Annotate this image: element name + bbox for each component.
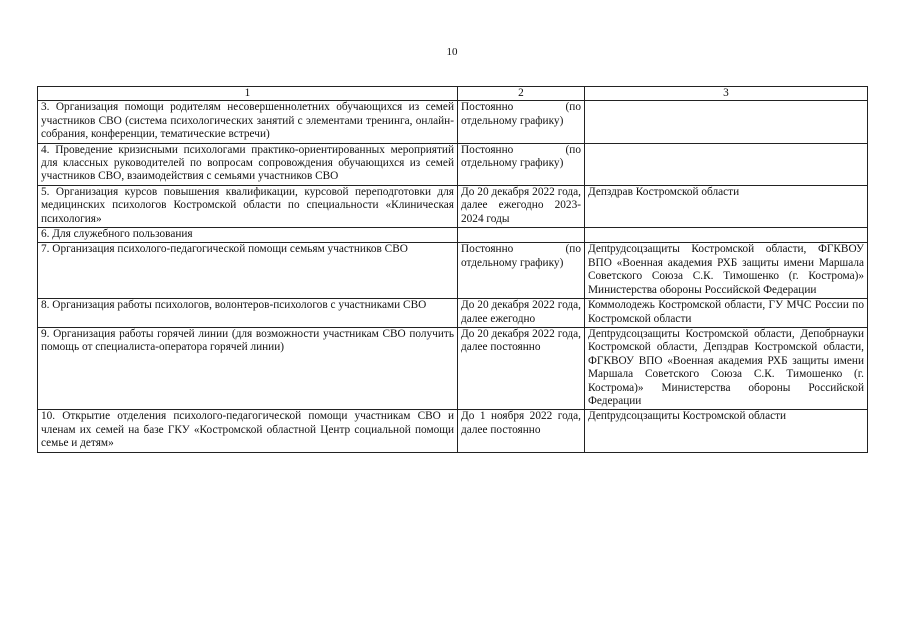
column-header-1: 1 bbox=[38, 87, 458, 101]
table-row bbox=[38, 185, 868, 227]
table-row bbox=[38, 143, 868, 185]
measure-cell: 10. Открытие отделения психолого-педагогической помощи участникам СВО и членам их семей на базе ГКУ «Костромской областной Центр социальной помощи семье и детям» bbox=[38, 410, 458, 452]
plan-table bbox=[37, 86, 868, 453]
responsible-cell bbox=[585, 101, 868, 143]
measure-cell: 3. Организация помощи родителям несовершеннолетних обучающихся из семей участников СВО (система психологических занятий с элементами тренинга, онлайн-собрания, конференции, тематические встречи) bbox=[38, 101, 458, 143]
responsible-cell: Депtрудсоцзащиты Костромской области, Депобрнауки Костромской области, Депздрав Костромской области, ФГКВОУ ВПО «Военная академия РХБ защиты имени Маршала Советского Союза С.К. Тимошенко (г. Кострома)» Министерства обороны Российской Федерации bbox=[585, 327, 868, 409]
deadline-cell bbox=[458, 228, 585, 243]
table-row bbox=[38, 299, 868, 328]
table-header-row bbox=[38, 87, 868, 101]
deadline-cell: До 1 ноября 2022 года, далее постоянно bbox=[458, 410, 585, 452]
table-row bbox=[38, 243, 868, 299]
responsible-cell: Депtрудсоцзащиты Костромской области, ФГКВОУ ВПО «Военная академия РХБ защиты имени Маршала Советского Союза С.К. Тимошенко (г. Кострома)» Министерства обороны Российской Федерации bbox=[585, 243, 868, 299]
measure-cell: 7. Организация психолого-педагогической помощи семьям участников СВО bbox=[38, 243, 458, 299]
measure-cell: 5. Организация курсов повышения квалификации, курсовой переподготовки для медицинских психологов Костромской области по специальности «Клиническая психология» bbox=[38, 185, 458, 227]
deadline-cell: До 20 декабря 2022 года, далее постоянно bbox=[458, 327, 585, 409]
deadline-cell: Постоянно (по отдельному графику) bbox=[458, 243, 585, 299]
responsible-cell: Депtрудсоцзащиты Костромской области bbox=[585, 410, 868, 452]
table-row bbox=[38, 101, 868, 143]
measure-cell: 8. Организация работы психологов, волонтеров-психологов с участниками СВО bbox=[38, 299, 458, 328]
column-header-2: 2 bbox=[458, 87, 585, 101]
table-row bbox=[38, 228, 868, 243]
responsible-cell bbox=[585, 228, 868, 243]
deadline-cell: Постоянно (по отдельному графику) bbox=[458, 101, 585, 143]
measure-cell: 6. Для служебного пользования bbox=[38, 228, 458, 243]
responsible-cell: Коммолодежь Костромской области, ГУ МЧС России по Костромской области bbox=[585, 299, 868, 328]
deadline-cell: До 20 декабря 2022 года, далее ежегодно 2023-2024 годы bbox=[458, 185, 585, 227]
deadline-cell: До 20 декабря 2022 года, далее ежегодно bbox=[458, 299, 585, 328]
responsible-cell bbox=[585, 143, 868, 185]
deadline-cell: Постоянно (по отдельному графику) bbox=[458, 143, 585, 185]
table-row bbox=[38, 327, 868, 409]
measure-cell: 9. Организация работы горячей линии (для возможности участникам СВО получить помощь от специалиста-оператора горячей линии) bbox=[38, 327, 458, 409]
measure-cell: 4. Проведение кризисными психологами практико-ориентированных мероприятий для классных руководителей по вопросам сопровождения обучающихся из семей участников СВО, взаимодействия с семьями участников СВО bbox=[38, 143, 458, 185]
responsible-cell: Депздрав Костромской области bbox=[585, 185, 868, 227]
table-row bbox=[38, 410, 868, 452]
page-number: 10 bbox=[446, 46, 458, 58]
column-header-3: 3 bbox=[585, 87, 868, 101]
